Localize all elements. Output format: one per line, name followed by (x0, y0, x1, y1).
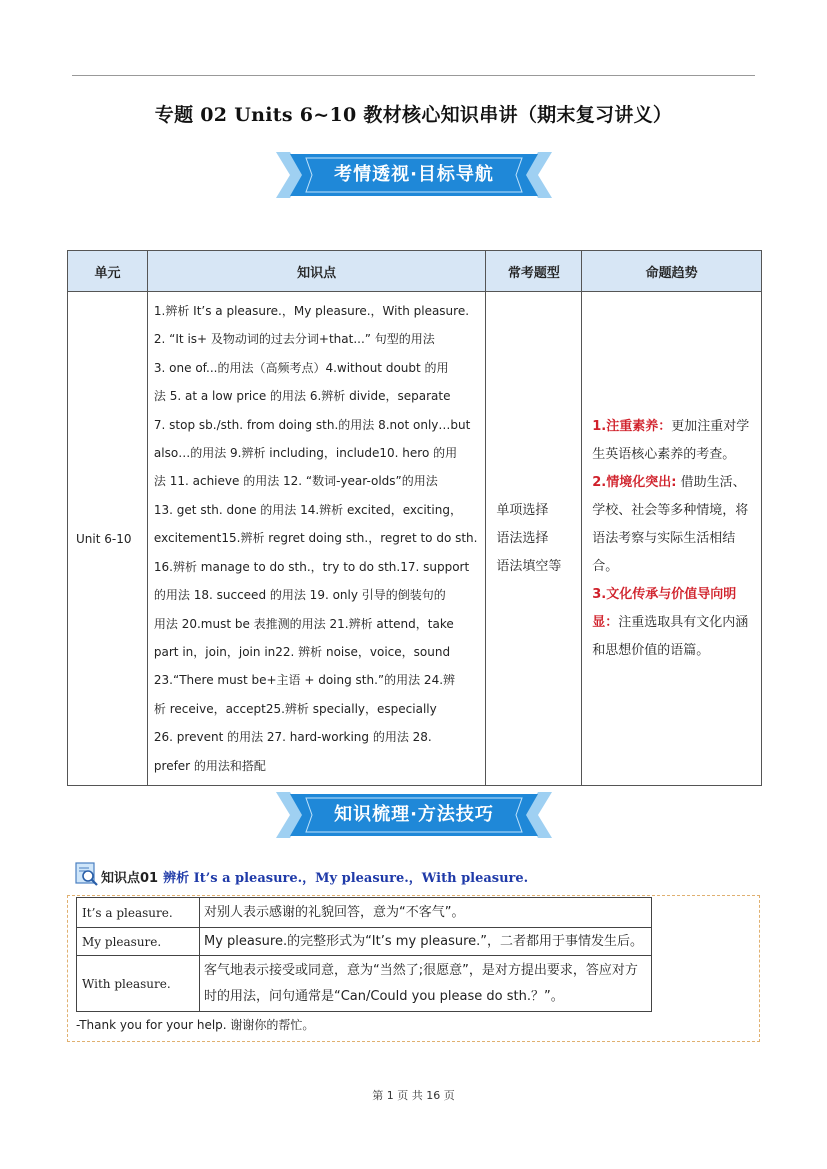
kp-value: 客气地表示接受或同意，意为“当然了;很愿意”，是对方提出要求，答应对方时的用法，问句通常是“Can/Could you please do sth.？”。 (200, 956, 652, 1012)
page-footer: 第 1 页 共 16 页 (372, 1089, 455, 1102)
point-line: 3. one of...的用法（高频考点）4.without doubt 的用 (153, 360, 449, 375)
point-line: 16.辨析 manage to do sth.，try to do sth.17. support (153, 559, 470, 574)
kp-key: My pleasure. (77, 928, 200, 956)
points-cell (147, 292, 486, 786)
kp-key: With pleasure. (77, 956, 200, 1012)
unit-cell: Unit 6-10 (68, 292, 148, 786)
header-trends: 命题趋势 (582, 251, 762, 292)
header-points: 知识点 (147, 251, 486, 292)
trend-head: 2.情境化突出: (592, 474, 677, 490)
point-line: prefer 的用法和搭配 (153, 758, 266, 773)
banner-knowledge (276, 792, 552, 838)
point-line: 1.辨析 It’s a pleasure.，My pleasure.，With pleasure. (153, 304, 470, 319)
point-line: 的用法 18. succeed 的用法 19. only 引导的倒装句的 (153, 588, 446, 603)
kp-row (77, 898, 652, 928)
example-sentence: -Thank you for your help. 谢谢你的帮忙。 (76, 1018, 315, 1032)
banner-knowledge-label: 知识梳理·方法技巧 (334, 804, 494, 825)
magnifier-icon (75, 862, 99, 886)
trend-head: 3.文化传承与价值导向明显： (592, 586, 737, 630)
kp-value: 对别人表示感谢的礼貌回答，意为“不客气”。 (200, 898, 652, 928)
document-title: 专题 02 Units 6~10 教材核心知识串讲（期末复习讲义） (154, 104, 673, 126)
kp-value: My pleasure.的完整形式为“It’s my pleasure.”，二者都用于事情发生后。 (200, 928, 652, 956)
knowledge-point-label: 知识点01 (101, 871, 159, 886)
trend-item (592, 581, 755, 665)
trend-text: 借助生活、学校、社会等多种情境，将语法考察与实际生活相结合。 (592, 474, 749, 574)
trend-text: 注重选取具有文化内涵和思想价值的语篇。 (592, 614, 749, 658)
kp-key: It’s a pleasure. (77, 898, 200, 928)
header-types: 常考题型 (486, 251, 582, 292)
type-item: 语法选择 (496, 530, 549, 546)
trend-text: 更加注重对学生英语核心素养的考查。 (592, 418, 750, 462)
knowledge-point-table (76, 897, 652, 1012)
point-line: 法 5. at a low price 的用法 6.辨析 divide，separate (153, 389, 451, 404)
banner-overview-label: 考情透视·目标导航 (334, 164, 494, 185)
point-line: part in，join，join in22. 辨析 noise，voice，sound (153, 644, 451, 659)
trend-item (592, 413, 755, 469)
overview-row (68, 292, 762, 786)
point-line: 7. stop sb./sth. from doing sth.的用法 8.not only…but (153, 417, 471, 432)
point-line: 2. “It is+ 及物动词的过去分词+that...” 句型的用法 (153, 332, 435, 347)
point-line: 13. get sth. done 的用法 14.辨析 excited，exciting， (153, 502, 462, 517)
type-item: 语法填空等 (496, 558, 562, 574)
knowledge-point-heading (75, 856, 528, 886)
overview-table (67, 250, 762, 786)
point-line: 用法 20.must be 表推测的用法 21.辨析 attend，take (153, 616, 454, 631)
banner-overview (276, 152, 552, 198)
trends-cell (582, 292, 762, 786)
point-line: also…的用法 9.辨析 including，include10. hero 的用 (153, 446, 458, 461)
point-line: excitement15.辨析 regret doing sth.，regret to do sth. (153, 531, 478, 546)
kp-row (77, 956, 652, 1012)
point-line: 法 11. achieve 的用法 12. “数词-year-olds”的用法 (153, 474, 438, 489)
top-rule (72, 75, 755, 76)
point-line: 析 receive，accept25.辨析 specially，especially (153, 701, 437, 716)
header-unit: 单元 (68, 251, 148, 292)
kp-row (77, 928, 652, 956)
point-line: 26. prevent 的用法 27. hard-working 的用法 28. (153, 730, 432, 745)
trend-head: 1.注重素养： (592, 418, 672, 434)
point-line: 23.“There must be+主语 + doing sth.”的用法 24.辨 (153, 673, 456, 688)
type-item: 单项选择 (496, 502, 549, 518)
knowledge-point-title: 辨析 It’s a pleasure.，My pleasure.，With pleasure. (163, 871, 529, 886)
trend-item (592, 469, 755, 581)
types-cell (486, 292, 582, 786)
overview-header-row (68, 251, 762, 292)
